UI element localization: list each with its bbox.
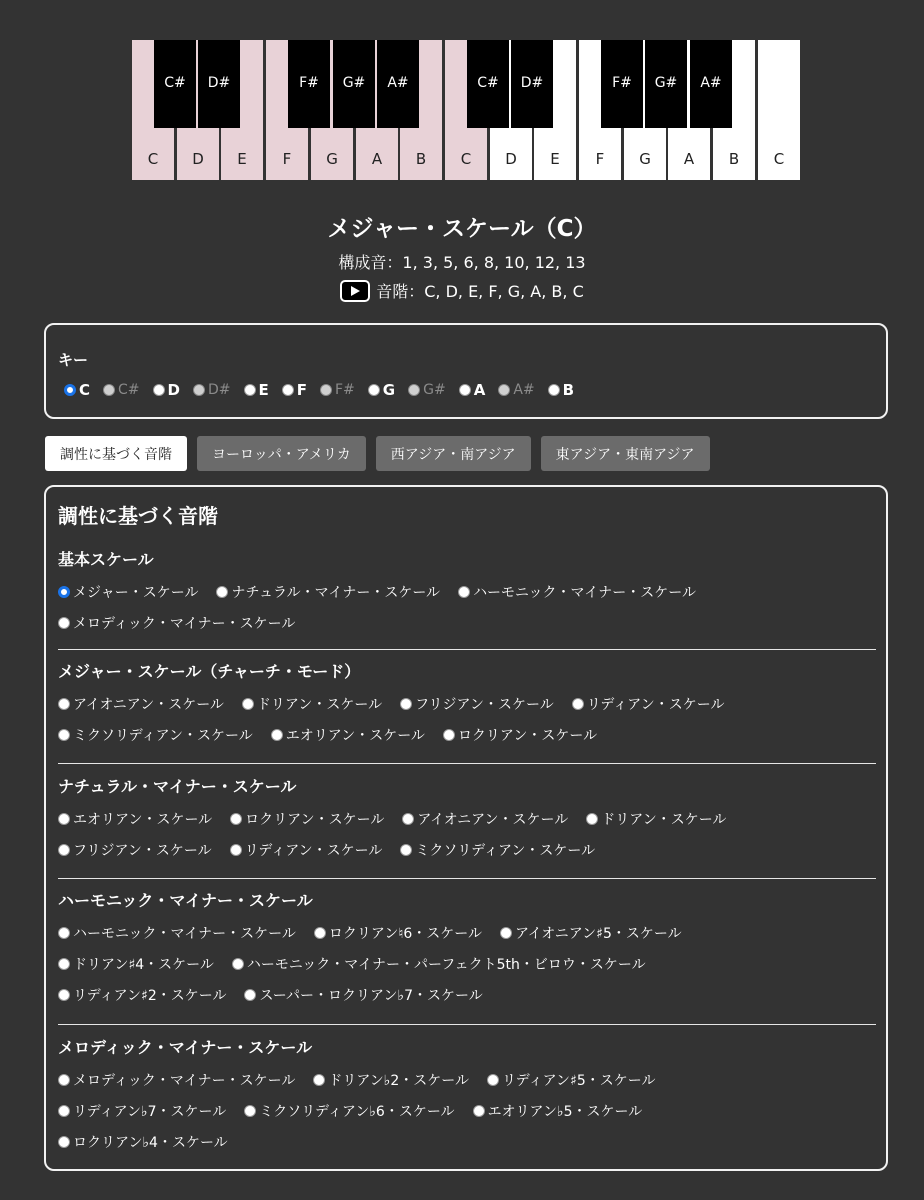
piano-white-key[interactable]: C — [758, 40, 800, 180]
scale-option[interactable] — [58, 1101, 226, 1121]
key-radio[interactable] — [193, 384, 205, 396]
piano-black-key[interactable]: F# — [601, 40, 643, 128]
scale-radio[interactable] — [58, 698, 70, 710]
scale-option-label: フリジアン・スケール — [415, 697, 554, 713]
scale-option[interactable] — [232, 954, 646, 974]
scale-option-label: ミクソリディアン・スケール — [415, 843, 596, 859]
scale-option-label: リディアン・スケール — [586, 697, 725, 713]
scale-radio[interactable] — [500, 927, 512, 939]
scale-radio[interactable] — [473, 1105, 485, 1117]
scale-radio[interactable] — [314, 927, 326, 939]
scale-radio[interactable] — [244, 989, 256, 1001]
scale-option-row — [58, 1133, 876, 1151]
key-radio[interactable] — [368, 384, 380, 396]
scale-notes-line — [0, 279, 924, 302]
scale-section-title: ハーモニック・マイナー・スケール — [58, 891, 313, 910]
scale-section-title: メロディック・マイナー・スケール — [58, 1038, 313, 1057]
scale-section-title: ナチュラル・マイナー・スケール — [58, 777, 297, 796]
key-radio[interactable] — [498, 384, 510, 396]
key-option-label: C# — [118, 382, 140, 398]
scale-option-label: リディアン♯5・スケール — [502, 1073, 656, 1089]
scale-option-label: ナチュラル・マイナー・スケール — [231, 585, 441, 601]
scale-option-label: メジャー・スケール — [73, 585, 199, 601]
piano-white-key[interactable]: F — [579, 40, 621, 180]
key-radio[interactable] — [459, 384, 471, 396]
scale-radio[interactable] — [242, 698, 254, 710]
scale-option-label: リディアン♭7・スケール — [73, 1104, 227, 1120]
scale-option-label: エオリアン・スケール — [285, 728, 425, 744]
key-radio[interactable] — [548, 384, 560, 396]
scale-option[interactable] — [58, 809, 212, 829]
scale-radio[interactable] — [230, 813, 242, 825]
key-option[interactable] — [368, 381, 395, 399]
piano-keyboard — [132, 40, 802, 180]
scale-radio[interactable] — [58, 586, 70, 598]
scale-radio[interactable] — [572, 698, 584, 710]
key-radio[interactable] — [320, 384, 332, 396]
scale-option[interactable] — [443, 725, 597, 745]
scale-radio[interactable] — [58, 989, 70, 1001]
piano-white-key[interactable]: B — [400, 40, 442, 180]
scale-option-row — [58, 1071, 876, 1089]
scale-option[interactable] — [500, 923, 682, 943]
piano-white-key[interactable]: E — [221, 40, 263, 180]
tab-1[interactable]: ヨーロッパ・アメリカ — [197, 436, 366, 471]
key-radio[interactable] — [282, 384, 294, 396]
scale-option-label: リディアン♯2・スケール — [73, 988, 227, 1004]
scale-option-label: スーパー・ロクリアン♭7・スケール — [259, 988, 483, 1004]
piano-black-key[interactable]: G# — [333, 40, 375, 128]
key-option-label: G — [382, 381, 396, 399]
scale-option[interactable] — [58, 613, 295, 633]
piano-black-key[interactable]: G# — [645, 40, 687, 128]
scale-radio[interactable] — [58, 729, 70, 741]
scale-section — [58, 888, 876, 1004]
key-option[interactable] — [408, 382, 446, 398]
scale-option-label: アイオニアン・スケール — [417, 812, 569, 828]
scale-radio[interactable] — [230, 844, 242, 856]
piano-white-key[interactable]: F — [266, 40, 308, 180]
play-icon — [349, 285, 361, 297]
piano-black-key[interactable]: A# — [377, 40, 419, 128]
scale-section — [58, 1035, 876, 1151]
key-radio[interactable] — [408, 384, 420, 396]
scale-option[interactable] — [58, 694, 224, 714]
scale-radio[interactable] — [487, 1074, 499, 1086]
key-radio[interactable] — [64, 384, 76, 396]
scale-option-label: ハーモニック・マイナー・スケール — [73, 926, 296, 942]
key-option-label: G# — [423, 382, 446, 398]
key-option[interactable] — [64, 381, 90, 399]
tab-0[interactable]: 調性に基づく音階 — [45, 436, 187, 471]
scale-section — [58, 547, 876, 632]
key-option-label: E — [258, 381, 269, 399]
key-option-label: D — [167, 381, 180, 399]
constituent-notes: 構成音：1, 3, 5, 6, 8, 10, 12, 13 — [338, 253, 586, 272]
key-option[interactable] — [193, 382, 231, 398]
scale-option[interactable] — [473, 1101, 643, 1121]
scale-option[interactable] — [572, 694, 725, 714]
piano-white-key[interactable]: A — [668, 40, 710, 180]
scale-option[interactable] — [216, 582, 440, 602]
scale-option[interactable] — [58, 840, 212, 860]
scale-option-label: ハーモニック・マイナー・スケール — [473, 585, 696, 601]
piano-white-key[interactable]: A — [356, 40, 398, 180]
section-divider — [58, 649, 876, 650]
category-tabs — [45, 436, 710, 471]
scale-option[interactable] — [314, 923, 482, 943]
scale-option-label: ロクリアン・スケール — [245, 812, 385, 828]
key-label: キー — [58, 351, 89, 369]
scale-section — [58, 774, 876, 859]
key-option-label: A# — [513, 382, 535, 398]
scale-radio[interactable] — [58, 813, 70, 825]
piano-white-key[interactable]: B — [713, 40, 755, 180]
scale-radio[interactable] — [216, 586, 228, 598]
scale-option-label: アイオニアン♯5・スケール — [514, 926, 682, 942]
piano-white-key[interactable]: D — [177, 40, 219, 180]
play-button[interactable] — [340, 280, 370, 302]
scale-option[interactable] — [487, 1070, 655, 1090]
key-option[interactable] — [153, 381, 180, 399]
piano-white-key[interactable]: G — [624, 40, 666, 180]
scale-option-row — [58, 810, 876, 828]
scale-option-label: ミクソリディアン・スケール — [73, 728, 253, 744]
scale-option-label: エオリアン♭5・スケール — [487, 1104, 643, 1120]
section-divider — [58, 763, 876, 764]
scale-radio[interactable] — [244, 1105, 256, 1117]
piano-white-key[interactable]: C — [445, 40, 487, 180]
scale-option[interactable] — [313, 1070, 469, 1090]
scale-option-label: ロクリアン・スケール — [457, 728, 598, 744]
scale-radio[interactable] — [58, 1105, 70, 1117]
scale-option-row — [58, 614, 876, 632]
key-option[interactable] — [459, 381, 486, 399]
scale-option[interactable] — [230, 840, 383, 860]
scale-option[interactable] — [58, 954, 214, 974]
scale-option-label: ロクリアン♭4・スケール — [73, 1135, 228, 1151]
scale-option[interactable] — [58, 985, 226, 1005]
key-option[interactable] — [320, 382, 355, 398]
scale-option-label: ロクリアン♮6・スケール — [328, 926, 482, 942]
key-option-label: F — [296, 381, 307, 399]
key-radio[interactable] — [244, 384, 256, 396]
piano-black-key[interactable]: F# — [288, 40, 330, 128]
scale-section — [58, 659, 876, 744]
scale-option-row — [58, 841, 876, 859]
key-option-label: B — [562, 381, 575, 399]
piano-black-key[interactable]: D# — [198, 40, 240, 128]
tab-3[interactable]: 東アジア・東南アジア — [541, 436, 710, 471]
key-option[interactable] — [244, 381, 269, 399]
scale-option-row — [58, 1102, 876, 1120]
section-divider — [58, 1024, 876, 1025]
scale-radio[interactable] — [271, 729, 283, 741]
scale-option-label: エオリアン・スケール — [73, 812, 213, 828]
scale-panel-title: 調性に基づく音階 — [58, 504, 218, 528]
piano-black-key[interactable]: A# — [690, 40, 732, 128]
scale-radio[interactable] — [586, 813, 598, 825]
scale-option[interactable] — [58, 1132, 228, 1152]
scale-option-row — [58, 726, 876, 744]
key-option-label: F# — [335, 382, 355, 398]
scale-option[interactable] — [58, 923, 296, 943]
scale-radio[interactable] — [443, 729, 455, 741]
scale-option[interactable] — [58, 725, 253, 745]
key-option[interactable] — [282, 381, 307, 399]
scale-option-row — [58, 924, 876, 942]
piano-black-key[interactable]: C# — [467, 40, 509, 128]
key-option[interactable] — [548, 381, 574, 399]
scale-radio[interactable] — [400, 844, 412, 856]
scale-radio[interactable] — [58, 1074, 70, 1086]
key-radio[interactable] — [153, 384, 165, 396]
scale-radio[interactable] — [58, 958, 70, 970]
scale-option[interactable] — [271, 725, 425, 745]
scale-radio[interactable] — [400, 698, 412, 710]
piano-white-key[interactable]: G — [311, 40, 353, 180]
scale-option-label: ドリアン・スケール — [256, 697, 383, 713]
scale-option-label: メロディック・マイナー・スケール — [73, 1073, 296, 1089]
key-options — [64, 381, 587, 399]
key-option[interactable] — [103, 382, 140, 398]
key-option-label: A — [473, 381, 486, 399]
scale-section-title: 基本スケール — [58, 550, 154, 569]
scale-option-label: ドリアン♯4・スケール — [73, 957, 214, 973]
scale-option[interactable] — [400, 694, 554, 714]
key-option-label: D# — [207, 382, 231, 398]
tab-2[interactable]: 西アジア・南アジア — [376, 436, 531, 471]
scale-option[interactable] — [58, 1070, 295, 1090]
scale-option[interactable] — [586, 809, 726, 829]
scale-title: メジャー・スケール（C） — [327, 216, 597, 242]
key-option[interactable] — [498, 382, 534, 398]
scale-radio[interactable] — [402, 813, 414, 825]
scale-list-panel — [44, 485, 888, 1171]
scale-radio[interactable] — [58, 927, 70, 939]
scale-option[interactable] — [400, 840, 595, 860]
scale-option[interactable] — [244, 1101, 454, 1121]
scale-option-label: フリジアン・スケール — [73, 843, 212, 859]
scale-option-label: ハーモニック・マイナー・パーフェクト5th・ビロウ・スケール — [246, 957, 646, 973]
piano-black-key[interactable]: D# — [511, 40, 553, 128]
scale-section-title: メジャー・スケール（チャーチ・モード） — [58, 662, 361, 681]
piano-black-key[interactable]: C# — [154, 40, 196, 128]
scale-option-label: メロディック・マイナー・スケール — [73, 616, 296, 632]
scale-option-label: ミクソリディアン♭6・スケール — [259, 1104, 455, 1120]
scale-radio[interactable] — [58, 617, 70, 629]
scale-option-row — [58, 583, 876, 601]
piano-white-key[interactable]: C — [132, 40, 174, 180]
scale-option-label: アイオニアン・スケール — [73, 697, 224, 713]
scale-option[interactable] — [458, 582, 696, 602]
scale-radio[interactable] — [313, 1074, 325, 1086]
scale-option[interactable] — [230, 809, 384, 829]
key-radio[interactable] — [103, 384, 115, 396]
key-selector-panel — [44, 323, 888, 419]
scale-option-label: リディアン・スケール — [244, 843, 383, 859]
scale-option[interactable] — [402, 809, 568, 829]
section-divider — [58, 878, 876, 879]
scale-option[interactable] — [58, 582, 198, 602]
scale-radio[interactable] — [58, 844, 70, 856]
scale-radio[interactable] — [458, 586, 470, 598]
piano-white-key[interactable]: E — [534, 40, 576, 180]
scale-option[interactable] — [242, 694, 382, 714]
key-option-label: C — [79, 381, 91, 399]
scale-option-label: ドリアン・スケール — [601, 812, 727, 828]
scale-radio[interactable] — [232, 958, 244, 970]
scale-notes: 音階：C, D, E, F, G, A, B, C — [376, 282, 584, 301]
piano-white-key[interactable]: D — [490, 40, 532, 180]
scale-radio[interactable] — [58, 1136, 70, 1148]
scale-option-row — [58, 695, 876, 713]
scale-option[interactable] — [244, 985, 482, 1005]
scale-option-row — [58, 955, 876, 973]
scale-option-label: ドリアン♭2・スケール — [328, 1073, 469, 1089]
scale-option-row — [58, 986, 876, 1004]
